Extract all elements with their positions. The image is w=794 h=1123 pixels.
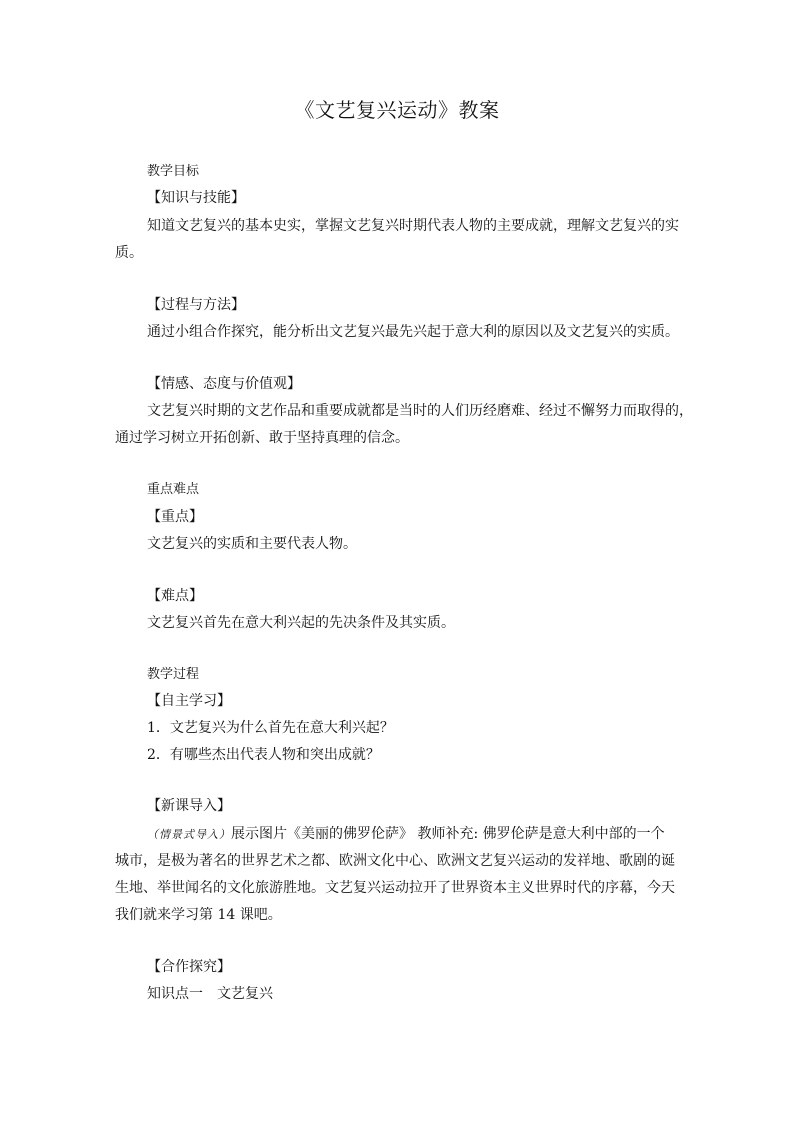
knowledge-text-line1: 知道文艺复兴的基本史实，掌握文艺复兴时期代表人物的主要成就，理解文艺复兴的实 bbox=[147, 218, 679, 234]
process-method-text: 通过小组合作探究，能分析出文艺复兴最先兴起于意大利的原因以及文艺复兴的实质。 bbox=[147, 324, 679, 340]
difficult-text: 文艺复兴首先在意大利兴起的先决条件及其实质。 bbox=[147, 615, 455, 631]
coop-label: 【合作探究】 bbox=[147, 959, 231, 975]
emotion-text-line1: 文艺复兴时期的文艺作品和重要成就都是当时的人们历经磨难、经过不懈努力而取得的， bbox=[147, 403, 693, 419]
intro-text-line1-body: 展示图片《美丽的佛罗伦萨》 教师补充: 佛罗伦萨是意大利中部的一个 bbox=[231, 826, 665, 842]
intro-text-line3: 生地、举世闻名的文化旅游胜地。文艺复兴运动拉开了世界资本主义世界时代的序幕，今天 bbox=[115, 880, 675, 896]
intro-text-line2: 城市，是极为著名的世界艺术之都、欧洲文化中心、欧洲文艺复兴运动的发祥地、歌剧的诞 bbox=[115, 853, 675, 869]
objectives-heading: 教学目标 bbox=[147, 164, 200, 179]
document-title: 《文艺复兴运动》教案 bbox=[294, 98, 500, 122]
question-1: 1．文艺复兴为什么首先在意大利兴起？ bbox=[147, 720, 394, 736]
question-2: 2．有哪些杰出代表人物和突出成就？ bbox=[147, 747, 380, 763]
intro-tag: （情景式导入） bbox=[147, 828, 231, 841]
intro-text-line1 bbox=[147, 824, 665, 845]
intro-text-line4: 我们就来学习第 14 课吧。 bbox=[115, 907, 282, 923]
process-method-label: 【过程与方法】 bbox=[147, 297, 245, 313]
knowledge-label: 【知识与技能】 bbox=[147, 190, 245, 206]
difficult-label: 【难点】 bbox=[147, 588, 203, 604]
knowledge-point-1: 知识点一 文艺复兴 bbox=[147, 986, 273, 1002]
key-label: 【重点】 bbox=[147, 509, 203, 525]
key-points-heading: 重点难点 bbox=[147, 482, 200, 497]
emotion-label: 【情感、态度与价值观】 bbox=[147, 376, 301, 392]
intro-label: 【新课导入】 bbox=[147, 798, 231, 814]
knowledge-text-line2: 质。 bbox=[115, 245, 143, 261]
process-heading: 教学过程 bbox=[147, 667, 200, 682]
key-text: 文艺复兴的实质和主要代表人物。 bbox=[147, 536, 357, 552]
self-study-label: 【自主学习】 bbox=[147, 693, 231, 709]
emotion-text-line2: 通过学习树立开拓创新、敢于坚持真理的信念。 bbox=[115, 430, 409, 446]
